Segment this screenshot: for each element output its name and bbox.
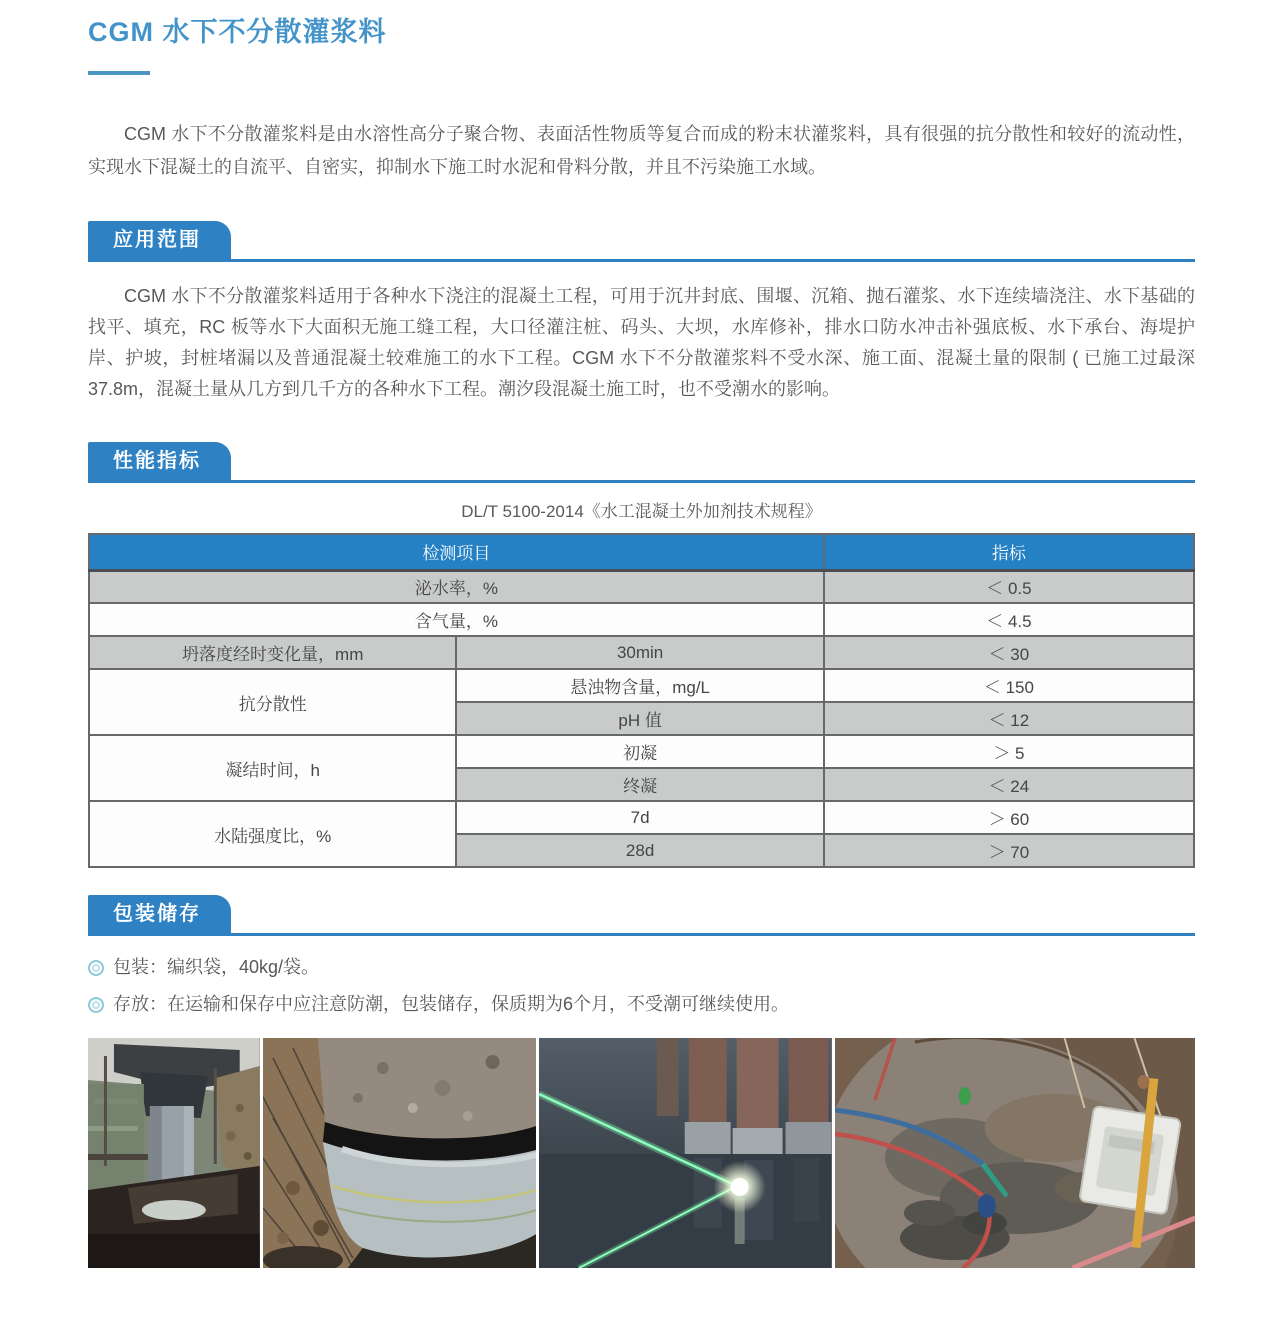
ring-bullet-icon (88, 960, 104, 976)
table-row (89, 603, 1194, 636)
row-name: 凝结时间，h (89, 735, 456, 801)
section-badge-application: 应用范围 (88, 221, 231, 259)
row-name: 坍落度经时变化量，mm (89, 636, 456, 669)
row-subitem: 终凝 (456, 768, 823, 801)
table-row (89, 801, 1194, 834)
photo-strip (88, 1038, 1195, 1268)
photo-illustration (88, 1038, 260, 1268)
row-value: ＜ 24 (824, 768, 1194, 801)
section-performance (88, 442, 1195, 868)
table-header-item: 检测项目 (89, 534, 824, 570)
bullet-text: 存放：在运输和保存中应注意防潮，包装储存，保质期为6个月，不受潮可继续使用。 (113, 994, 790, 1014)
section-badge-packaging: 包装储存 (88, 895, 231, 933)
section-application (88, 221, 1195, 405)
row-value: ＜ 150 (824, 669, 1194, 702)
photo-night-laser-alignment (539, 1038, 831, 1268)
application-paragraph: CGM 水下不分散灌浆料适用于各种水下浇注的混凝土工程，可用于沉井封底、围堰、沉箱、抛石灌浆、水下连续墙浇注、水下基础的找平、填充，RC 板等水下大面积无施工缝工程，大口径灌注桩、码头、大坝，水库修补，排水口防水冲击补强底板、水下承台、海堤护岸、护坡，封桩堵漏以及普通混凝土较难施工的水下工程。CGM 水下不分散灌浆料不受水深、施工面、混凝土量的限制 ( 已施工过最深 37.8m，混凝土量从几方到几千方的各种水下工程。潮汐段混凝土施工时，也不受潮水的影响。 (88, 286, 1195, 399)
title-underline (88, 71, 150, 75)
table-row (89, 570, 1194, 603)
row-value: ＞ 60 (824, 801, 1194, 834)
performance-table (88, 533, 1195, 868)
intro-paragraph: CGM 水下不分散灌浆料是由水溶性高分子聚合物、表面活性物质等复合而成的粉末状灌浆料，具有很强的抗分散性和较好的流动性，实现水下混凝土的自流平、自密实，抑制水下施工时水泥和骨料分散，并且不污染施工水域。 (88, 124, 1195, 177)
row-name: 水陆强度比，% (89, 801, 456, 867)
standard-reference: DL/T 5100-2014《水工混凝土外加剂技术规程》 (461, 502, 822, 521)
photo-pile-sleeve-closeup (263, 1038, 537, 1268)
row-name: 抗分散性 (89, 669, 456, 735)
row-subitem: 初凝 (456, 735, 823, 768)
photo-caisson-mud-excavation (835, 1038, 1195, 1268)
list-item (88, 949, 1195, 986)
row-value: ＜ 0.5 (824, 570, 1194, 603)
ring-bullet-icon (88, 997, 104, 1013)
row-subitem: 30min (456, 636, 823, 669)
row-value: ＜ 30 (824, 636, 1194, 669)
table-header-index: 指标 (824, 534, 1194, 570)
table-header-row (89, 534, 1194, 570)
packaging-bullet-list (88, 949, 1195, 1023)
row-value: ＞ 5 (824, 735, 1194, 768)
section-header-packaging (88, 895, 1195, 936)
table-row (89, 735, 1194, 768)
list-item (88, 986, 1195, 1023)
section-header-application (88, 221, 1195, 262)
bullet-text: 包装：编织袋，40kg/袋。 (113, 957, 320, 977)
row-subitem: 7d (456, 801, 823, 834)
row-value: ＞ 70 (824, 834, 1194, 867)
section-packaging (88, 895, 1195, 1023)
row-subitem: pH 值 (456, 702, 823, 735)
photo-illustration (835, 1038, 1195, 1268)
row-value: ＜ 12 (824, 702, 1194, 735)
row-value: ＜ 4.5 (824, 603, 1194, 636)
section-badge-performance: 性能指标 (88, 442, 231, 480)
row-name: 泌水率，% (89, 570, 824, 603)
photo-illustration (539, 1038, 831, 1268)
row-subitem: 悬浊物含量，mg/L (456, 669, 823, 702)
row-name: 含气量，% (89, 603, 824, 636)
table-row (89, 636, 1194, 669)
photo-illustration (263, 1038, 537, 1268)
page-title: CGM 水下不分散灌浆料 (88, 17, 387, 47)
photo-underwater-pile-construction (88, 1038, 260, 1268)
section-header-performance (88, 442, 1195, 483)
row-subitem: 28d (456, 834, 823, 867)
table-row (89, 669, 1194, 702)
